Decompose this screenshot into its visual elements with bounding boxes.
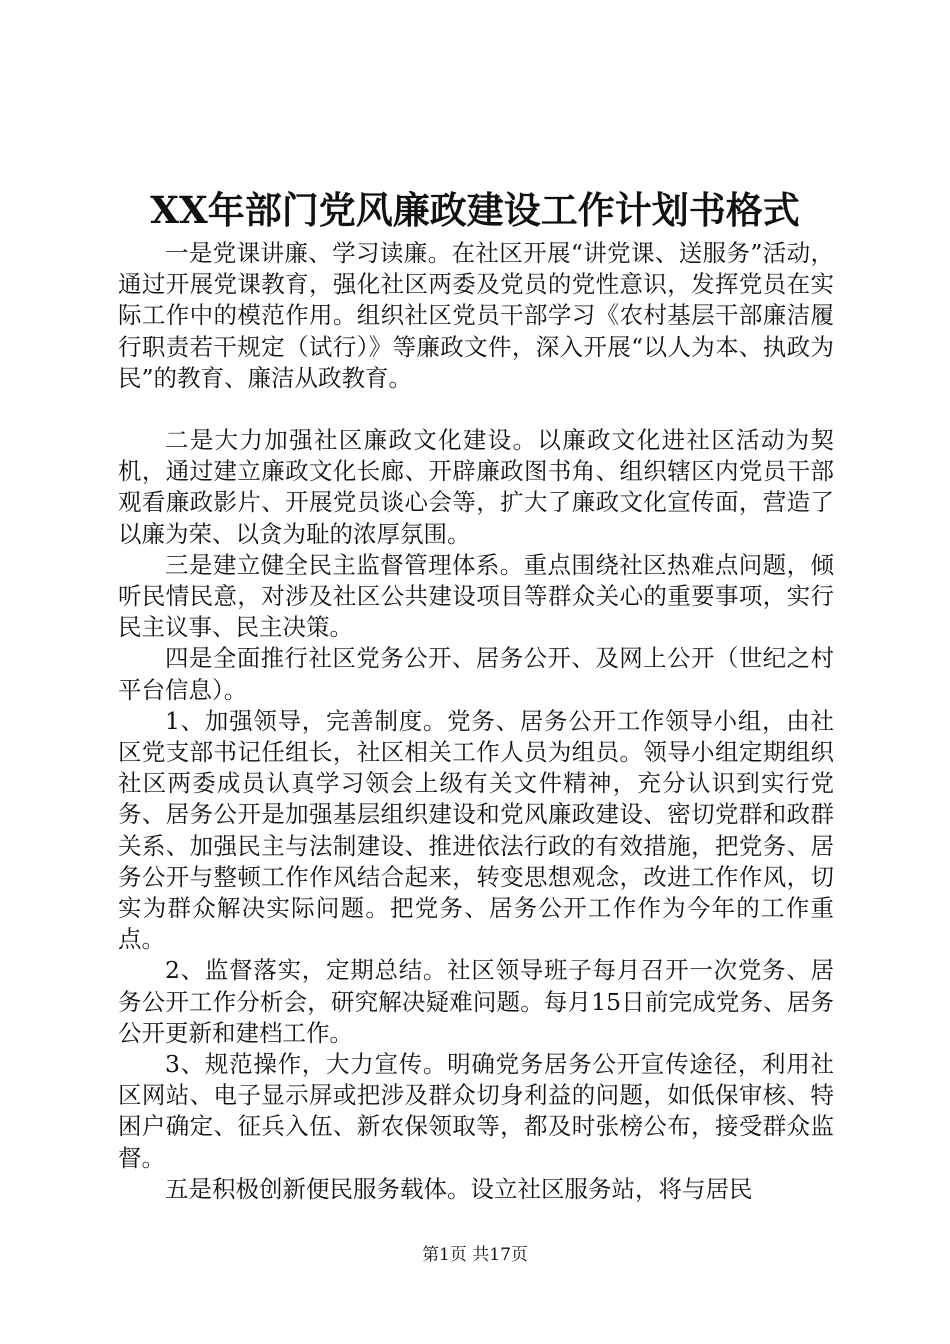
document-body [118,238,834,1205]
paragraph-6: 2、监督落实，定期总结。社区领导班子每月召开一次党务、居务公开工作分析会，研究解决疑难问题。每月15日前完成党务、居务公开更新和建档工作。 [118,956,834,1047]
paragraph-1: 一是党课讲廉、学习读廉。在社区开展“讲党课、送服务”活动，通过开展党课教育，强化社区两委及党员的党性意识，发挥党员在实际工作中的模范作用。组织社区党员干部学习《农村基层干部廉洁履行职责若干规定（试行）》等廉政文件，深入开展“以人为本、执政为民”的教育、廉洁从政教育。 [118,239,834,392]
paragraph-5: 1、加强领导，完善制度。党务、居务公开工作领导小组，由社区党支部书记任组长，社区相关工作人员为组员。领导小组定期组织社区两委成员认真学习领会上级有关文件精神，充分认识到实行党务、居务公开是加强基层组织建设和党风廉政建设、密切党群和政群关系、加强民主与法制建设、推进依法行政的有效措施，把党务、居务公开与整顿工作作风结合起来，转变思想观念，改进工作作风，切实为群众解决实际问题。把党务、居务公开工作作为今年的工作重点。 [118,706,834,954]
page-footer: 第1页 共17页 [422,1245,528,1265]
paragraph-2: 二是大力加强社区廉政文化建设。以廉政文化进社区活动为契机，通过建立廉政文化长廊、开辟廉政图书角、组织辖区内党员干部观看廉政影片、开展党员谈心会等，扩大了廉政文化宣传面，营造了以廉为荣、以贪为耻的浓厚氛围。 [118,426,834,548]
document-title: XX年部门党风廉政建设工作计划书格式 [150,188,800,232]
paragraph-3: 三是建立健全民主监督管理体系。重点围绕社区热难点问题，倾听民情民意，对涉及社区公共建设项目等群众关心的重要事项，实行民主议事、民主决策。 [118,550,834,642]
paragraph-8: 五是积极创新便民服务载体。设立社区服务站，将与居民 [165,1174,753,1203]
paragraph-4: 四是全面推行社区党务公开、居务公开、及网上公开（世纪之村平台信息）。 [118,644,834,704]
paragraph-7: 3、规范操作，大力宣传。明确党务居务公开宣传途径，利用社区网站、电子显示屏或把涉及群众切身利益的问题，如低保审核、特困户确定、征兵入伍、新农保领取等，都及时张榜公布，接受群众监督。 [118,1050,834,1172]
